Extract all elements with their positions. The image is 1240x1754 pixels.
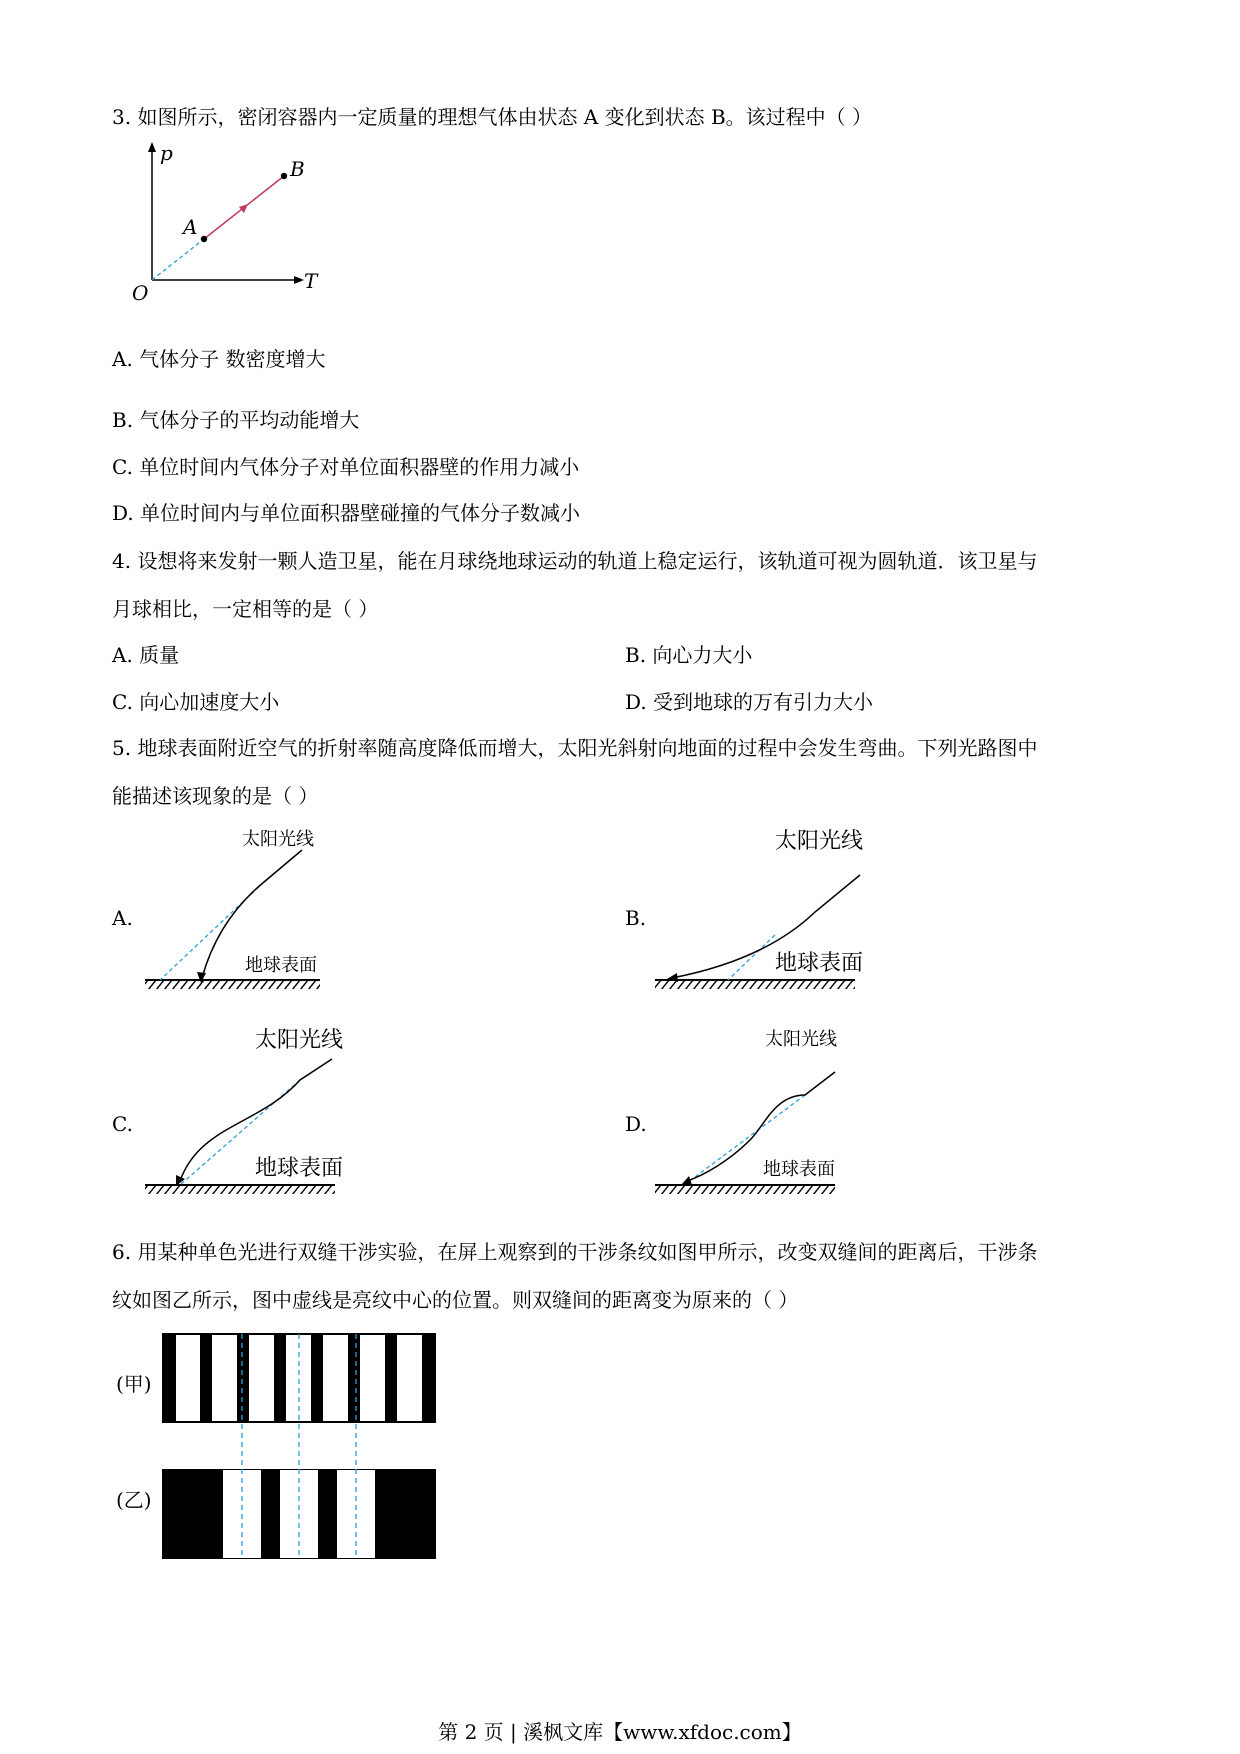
- process-arrow-icon: [239, 204, 248, 213]
- point-b-label: B: [290, 157, 305, 181]
- page-footer: 第 2 页 | 溪枫文库【www.xfdoc.com】: [438, 1720, 802, 1744]
- q5-panel-c-letter: C.: [112, 1112, 133, 1136]
- q5-panel-b-diagram: [645, 820, 875, 1000]
- q5-panel-a-letter: A.: [112, 906, 133, 930]
- q3-option-a: A. 气体分子 数密度增大: [112, 347, 326, 371]
- ground-label: 地球表面: [775, 951, 864, 976]
- ground-hatching: [145, 980, 320, 989]
- q3-option-b: B. 气体分子的平均动能增大: [112, 408, 360, 432]
- q4-option-a: A. 质量: [112, 643, 180, 667]
- ground-hatching: [655, 980, 855, 989]
- axis-label-p: p: [160, 141, 173, 165]
- sun-label: 太阳光线: [765, 1029, 837, 1050]
- axis-label-t: T: [304, 269, 318, 293]
- q5-panel-d-letter: D.: [625, 1112, 647, 1136]
- q4-option-c: C. 向心加速度大小: [112, 690, 280, 714]
- q4-option-b: B. 向心力大小: [625, 643, 753, 667]
- state-b-point: [281, 173, 287, 179]
- label-jia: (甲): [116, 1372, 152, 1396]
- q5-panel-a-diagram: [140, 820, 360, 1000]
- q5-panel-b-letter: B.: [625, 906, 647, 930]
- q6-stem-line1: 6. 用某种单色光进行双缝干涉实验，在屏上观察到的干涉条纹如图甲所示，改变双缝间的距离后，干涉条: [112, 1240, 1038, 1264]
- extension-dashed-line: [728, 935, 775, 980]
- q4-option-d: D. 受到地球的万有引力大小: [625, 690, 874, 714]
- point-a-label: A: [183, 215, 198, 239]
- ground-label: 地球表面: [245, 955, 317, 976]
- extension-dashed-line: [152, 239, 204, 280]
- origin-label: O: [132, 281, 149, 305]
- x-axis-arrow-icon: [294, 276, 304, 284]
- q5-panel-d-diagram: [645, 1025, 875, 1205]
- sun-label: 太阳光线: [242, 829, 314, 850]
- q4-stem-line1: 4. 设想将来发射一颗人造卫星，能在月球绕地球运动的轨道上稳定运行，该轨道可视为圆轨道．该卫星与: [112, 549, 1038, 573]
- ground-hatching: [145, 1185, 335, 1194]
- y-axis-arrow-icon: [148, 142, 156, 152]
- q6-fringe-figure: [160, 1332, 440, 1562]
- q3-option-c: C. 单位时间内气体分子对单位面积器壁的作用力减小: [112, 455, 580, 479]
- q5-stem-line2: 能描述该现象的是（ ）: [112, 784, 319, 808]
- q4-stem-line2: 月球相比，一定相等的是（ ）: [112, 597, 379, 621]
- q5-stem-line1: 5. 地球表面附近空气的折射率随高度降低而增大，太阳光斜射向地面的过程中会发生弯曲。下列光路图中: [112, 736, 1038, 760]
- q3-pt-graph: [120, 140, 340, 305]
- sun-label: 太阳光线: [775, 829, 864, 854]
- ground-hatching: [655, 1185, 835, 1194]
- ground-label: 地球表面: [763, 1159, 835, 1180]
- ray-arrow-icon: [682, 1176, 692, 1185]
- q3-stem: 3. 如图所示，密闭容器内一定质量的理想气体由状态 A 变化到状态 B。该过程中（ ）: [112, 105, 873, 129]
- label-yi: (乙): [116, 1488, 152, 1512]
- q3-option-d: D. 单位时间内与单位面积器壁碰撞的气体分子数减小: [112, 501, 581, 525]
- q6-stem-line2: 纹如图乙所示，图中虚线是亮纹中心的位置。则双缝间的距离变为原来的（ ）: [112, 1288, 799, 1312]
- sun-label: 太阳光线: [255, 1028, 344, 1053]
- q5-panel-c-diagram: [140, 1025, 360, 1205]
- state-a-point: [201, 236, 207, 242]
- ground-label: 地球表面: [255, 1156, 344, 1181]
